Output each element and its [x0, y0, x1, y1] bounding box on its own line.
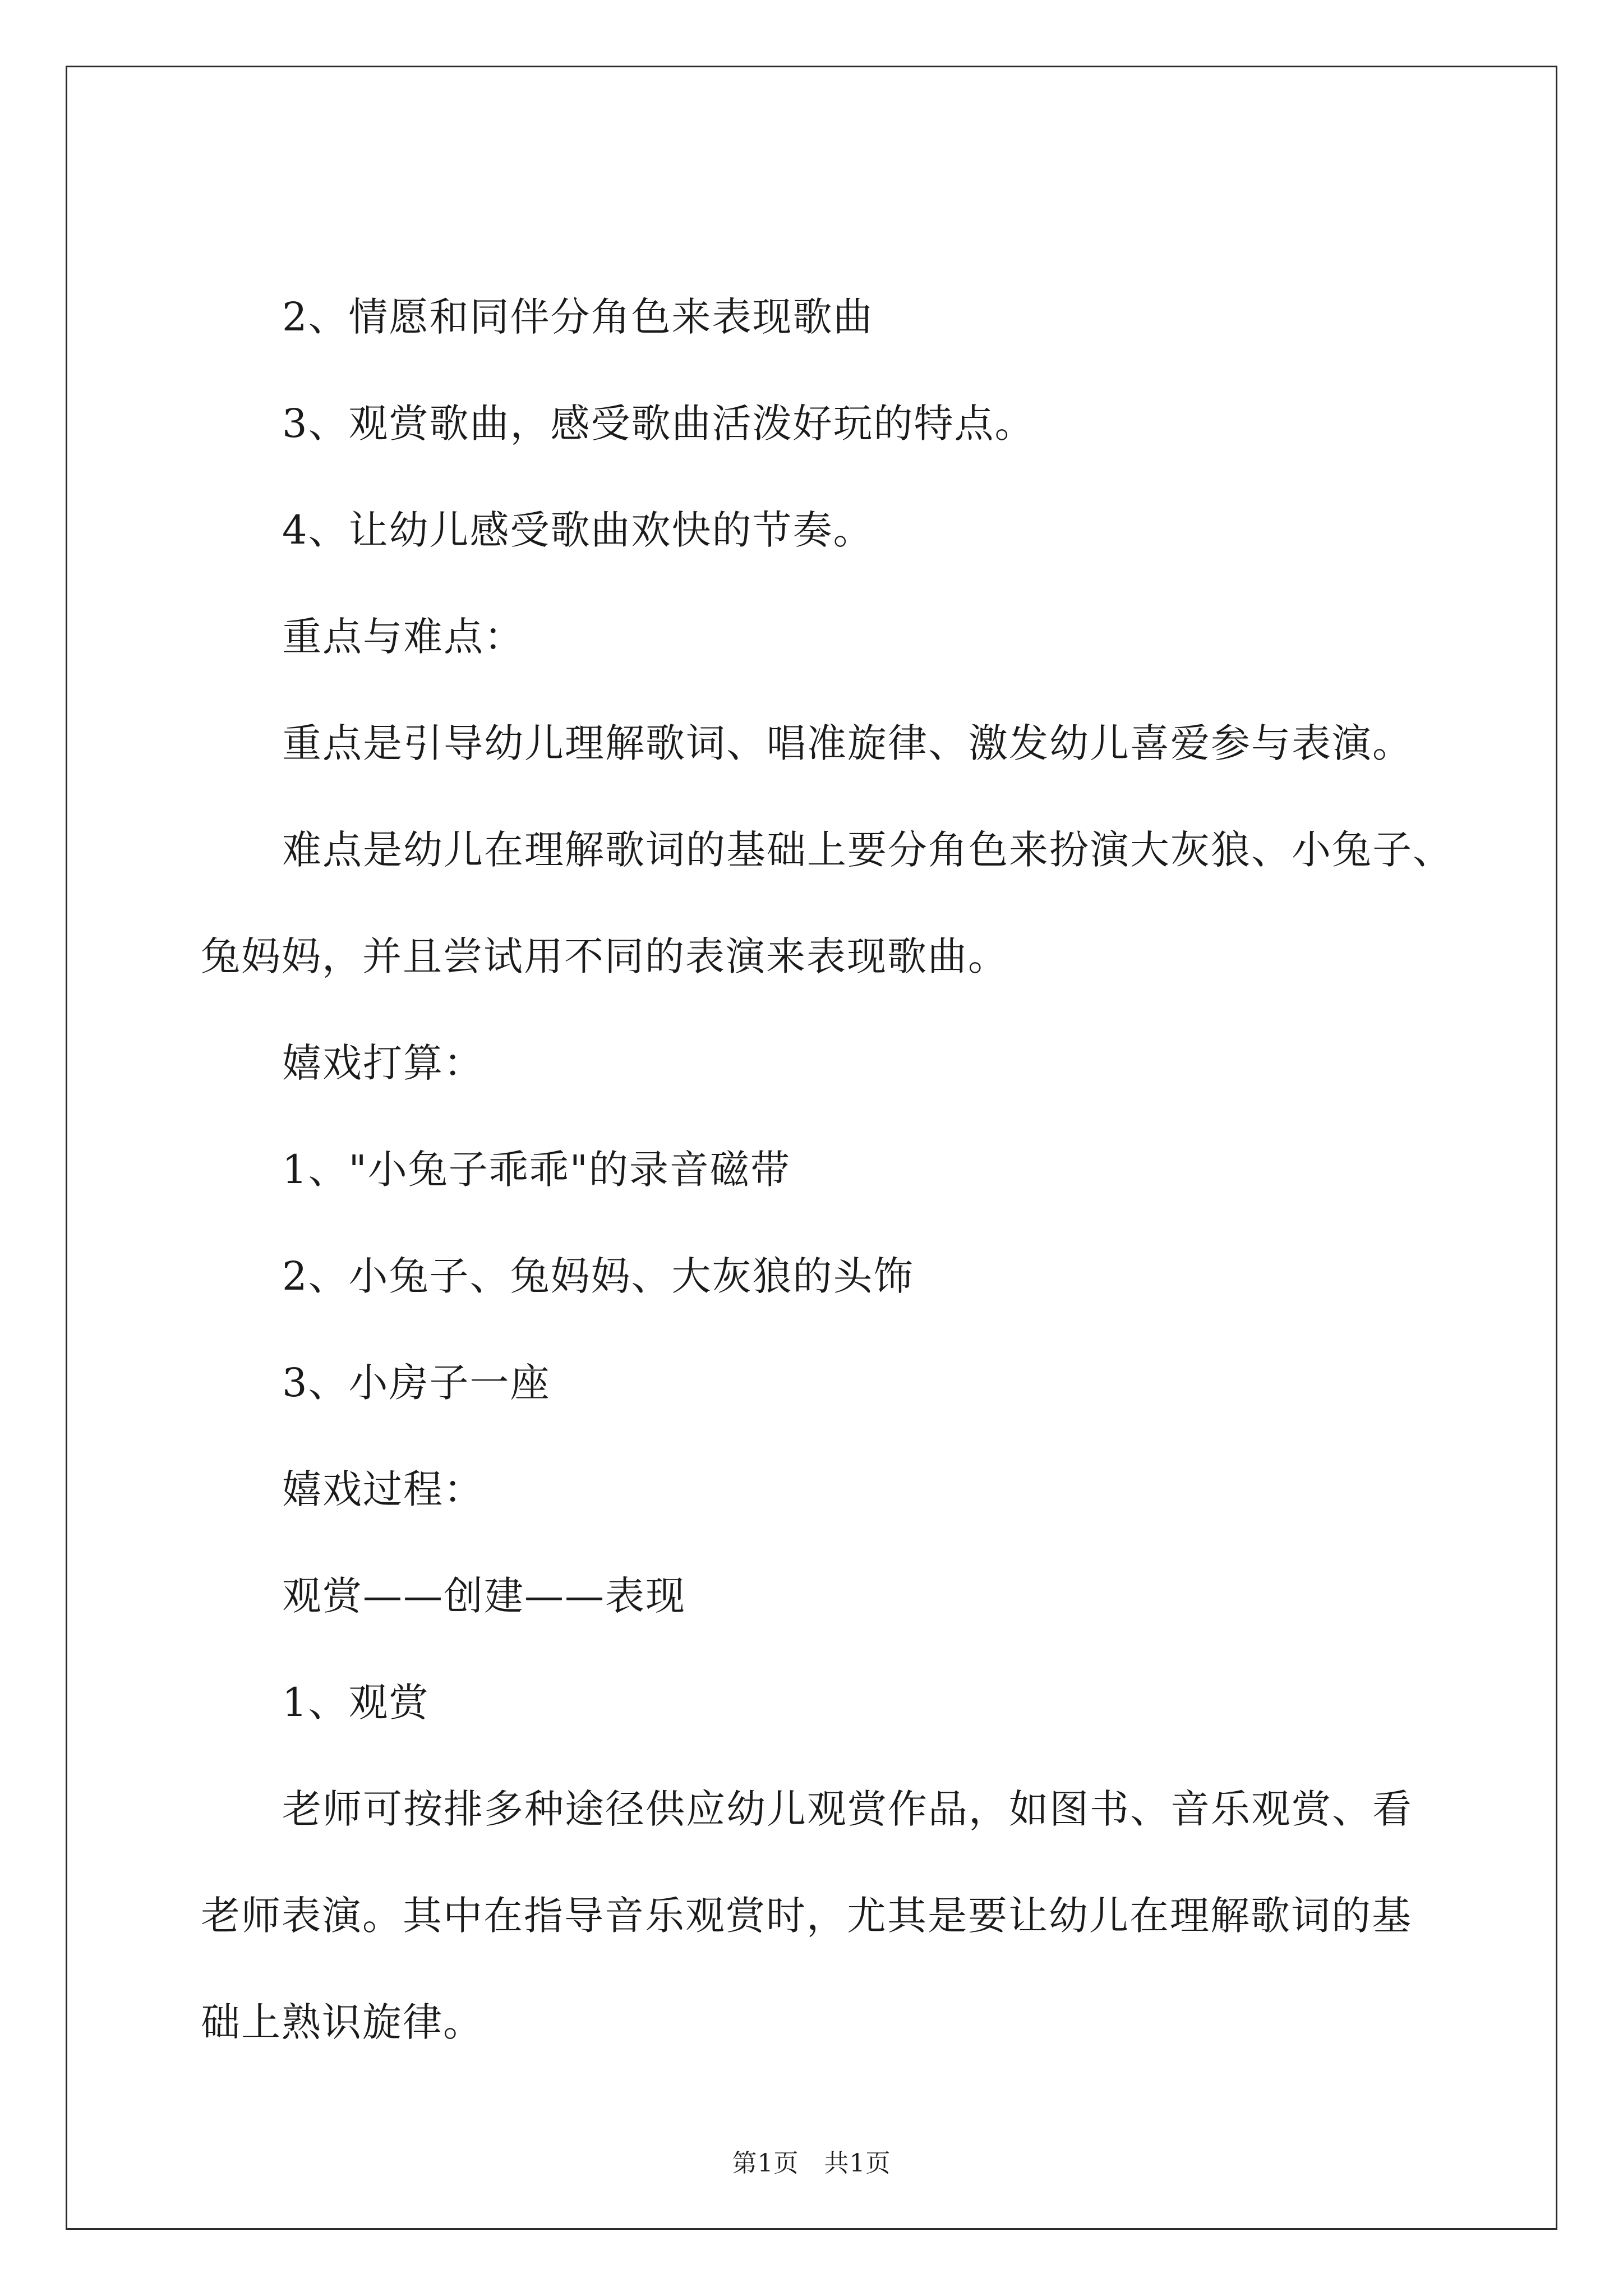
paragraph-1: 2、情愿和同伴分角色来表现歌曲	[282, 294, 874, 340]
paragraph-teacher-line-1: 老师可按排多种途径供应幼儿观赏作品，如图书、音乐观赏、看	[282, 1786, 1413, 1832]
paragraph-2: 3、观赏歌曲，感受歌曲活泼好玩的特点。	[282, 401, 1035, 447]
section-heading-preparation: 嬉戏打算：	[282, 1040, 484, 1086]
process-flow: 观赏——创建——表现	[282, 1573, 686, 1619]
subsection-heading-watch: 1、观赏	[282, 1680, 430, 1726]
list-item-1: 1、"小兔子乖乖"的录音磁带	[282, 1147, 791, 1193]
paragraph-teacher-line-3: 础上熟识旋律。	[201, 1999, 483, 2045]
document-body	[67, 67, 1556, 2228]
page-footer: 第1页 共1页	[732, 2149, 891, 2178]
paragraph-difficulty-line-2: 兔妈妈，并且尝试用不同的表演来表现歌曲。	[201, 933, 1008, 979]
list-item-3: 3、小房子一座	[282, 1360, 551, 1406]
list-item-2: 2、小兔子、兔妈妈、大灰狼的头饰	[282, 1253, 914, 1299]
page-frame	[66, 66, 1557, 2230]
paragraph-3: 4、让幼儿感受歌曲欢快的节奏。	[282, 507, 874, 553]
section-heading-key-points: 重点与难点：	[282, 614, 524, 660]
paragraph-difficulty-line-1: 难点是幼儿在理解歌词的基础上要分角色来扮演大灰狼、小兔子、	[282, 827, 1453, 873]
paragraph-teacher-line-2: 老师表演。其中在指导音乐观赏时，尤其是要让幼儿在理解歌词的基	[201, 1893, 1412, 1939]
paragraph-key-point: 重点是引导幼儿理解歌词、唱准旋律、激发幼儿喜爱参与表演。	[282, 720, 1413, 766]
section-heading-process: 嬉戏过程：	[282, 1466, 484, 1512]
